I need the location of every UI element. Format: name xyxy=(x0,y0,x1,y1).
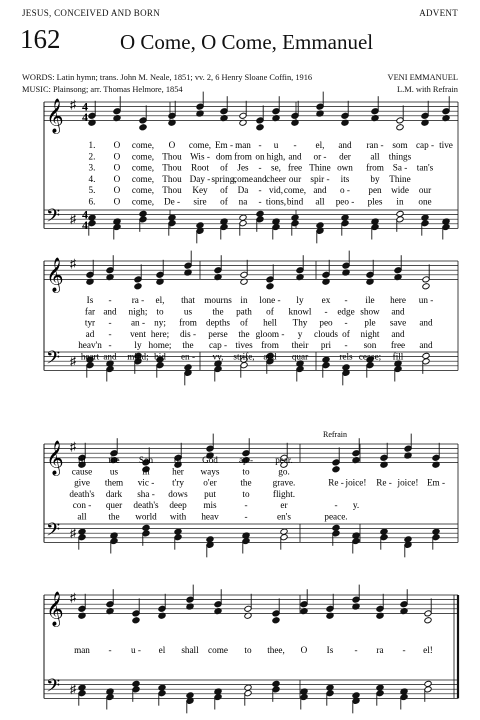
lyric-syllable: - xyxy=(108,340,112,351)
lyric-syllable: ly xyxy=(134,340,142,351)
lyric-syllable: flight. xyxy=(272,488,296,499)
lyric-syllable: by xyxy=(370,173,380,184)
lyric-syllable: joice! xyxy=(397,477,419,488)
time-signature-bottom: 4 xyxy=(82,217,88,232)
lyric-syllable: and xyxy=(338,140,352,150)
note-head xyxy=(272,617,280,624)
lyric-syllable: t'ry xyxy=(172,477,184,488)
lyric-syllable: and xyxy=(391,306,405,317)
lyric-syllable: o - xyxy=(340,185,350,196)
lyric-syllable: and xyxy=(263,351,277,362)
lyric-syllable: cause xyxy=(71,466,93,477)
lyric-syllable: come, xyxy=(131,140,155,150)
lyric-syllable: ny; xyxy=(154,317,166,328)
lyric-syllable: Thou xyxy=(162,173,182,184)
lyric-syllable: to xyxy=(244,645,252,655)
lyric-syllable: Jes xyxy=(237,162,249,173)
bass-clef-icon: 𝄢 xyxy=(46,204,61,230)
lyric-syllable: O xyxy=(113,185,121,196)
lyric-syllable: Day - xyxy=(189,173,211,184)
sharp-icon: ♯ xyxy=(70,590,76,605)
lyric-syllable: u xyxy=(273,140,279,150)
lyric-syllable: ple xyxy=(364,317,376,328)
lyric-syllable: - xyxy=(108,328,112,339)
lyric-syllable: Thou xyxy=(162,185,182,196)
lyric-syllable: Sa - xyxy=(392,162,408,173)
lyric-syllable: der xyxy=(339,151,351,162)
lyric-syllable: the xyxy=(240,477,252,488)
lyric-syllable: an - xyxy=(130,317,146,328)
lyric-syllable: - xyxy=(108,295,112,305)
lyric-syllable: Wis - xyxy=(190,151,210,162)
lyric-syllable: from xyxy=(234,151,252,162)
lyric-syllable: O xyxy=(113,140,121,150)
refrain-label: Refrain xyxy=(323,430,347,439)
lyric-syllable: se, xyxy=(271,162,281,173)
lyric-syllable: Re - xyxy=(376,477,392,488)
lyric-syllable: - xyxy=(324,306,328,317)
note-head xyxy=(266,283,274,290)
lyric-syllable: - xyxy=(258,196,262,207)
lyric-syllable: - xyxy=(108,317,112,328)
sharp-icon: ♯ xyxy=(70,526,76,541)
hymn-title: O Come, O Come, Emmanuel xyxy=(120,30,374,54)
sharp-icon: ♯ xyxy=(70,212,76,227)
lyric-syllable: Son xyxy=(138,455,154,465)
lyric-syllable: of xyxy=(174,455,182,465)
lyric-syllable: - xyxy=(402,645,406,655)
lyric-syllable: of xyxy=(342,328,350,339)
sharp-icon: ♯ xyxy=(70,682,76,697)
time-signature-top: 4 xyxy=(82,207,88,222)
treble-clef-icon: 𝄞 xyxy=(46,258,64,292)
lyric-syllable: us xyxy=(109,466,119,477)
lyric-syllable: and xyxy=(313,185,327,196)
lyric-syllable: of xyxy=(220,162,228,173)
note-head xyxy=(256,124,264,131)
lyric-syllable: som xyxy=(392,140,408,150)
lyric-syllable: 5. xyxy=(88,185,96,196)
lyric-syllable: Thou xyxy=(162,162,182,173)
lyric-syllable: er xyxy=(280,500,288,511)
tune-name: VENI EMMANUEL xyxy=(387,73,458,82)
lyric-syllable: peo xyxy=(319,317,333,328)
lyric-syllable: Thy xyxy=(292,317,308,328)
lyric-syllable: its xyxy=(340,173,350,184)
lyric-syllable: home; xyxy=(148,340,172,351)
lyric-syllable: of xyxy=(220,196,228,207)
lyric-syllable: - xyxy=(334,500,338,511)
time-signature-top: 4 xyxy=(82,99,88,114)
lyric-syllable: edge xyxy=(337,306,355,317)
lyric-syllable: come, xyxy=(131,151,155,162)
lyric-syllable: the xyxy=(108,511,120,522)
lyric-syllable: to xyxy=(242,466,250,477)
lyric-syllable: depths xyxy=(206,317,230,328)
lyric-syllable: u - xyxy=(131,645,141,655)
lyric-syllable: O xyxy=(113,196,121,207)
bass-clef-icon: 𝄢 xyxy=(46,674,61,700)
lyric-syllable: ran - xyxy=(366,140,384,150)
lyric-syllable: of xyxy=(220,185,228,196)
lyric-syllable: y xyxy=(297,328,303,339)
lyric-syllable: go. xyxy=(278,466,290,477)
lyric-syllable: or - xyxy=(313,151,327,162)
lyric-syllable: come, xyxy=(188,140,212,150)
lyric-syllable: and xyxy=(103,351,117,362)
treble-clef-icon: 𝄞 xyxy=(46,441,64,475)
lyric-syllable: heav xyxy=(201,511,219,522)
lyric-syllable: son xyxy=(363,340,377,351)
lyric-syllable: vid, xyxy=(268,185,284,196)
lyric-syllable: the xyxy=(212,306,224,317)
lyric-syllable: world xyxy=(135,511,157,522)
lyric-syllable: all xyxy=(370,151,380,162)
lyric-syllable: quer xyxy=(105,500,123,511)
note-head xyxy=(422,283,430,290)
lyric-syllable: wide xyxy=(391,185,409,196)
lyric-syllable: come, xyxy=(131,185,155,196)
lyric-syllable: - xyxy=(293,140,297,150)
lyric-syllable: dark xyxy=(105,488,123,499)
lyric-syllable: el! xyxy=(423,645,433,655)
lyric-syllable: - xyxy=(344,340,348,351)
lyric-syllable: in xyxy=(142,466,150,477)
lyric-syllable: dom xyxy=(215,151,233,162)
lyric-syllable: free xyxy=(390,340,406,351)
lyric-syllable: mis xyxy=(203,500,217,511)
bass-clef-icon: 𝄢 xyxy=(46,346,61,372)
treble-clef-icon: 𝄞 xyxy=(46,592,64,626)
lyric-syllable: tyr xyxy=(84,317,96,328)
lyric-syllable: Da xyxy=(237,185,249,196)
lyric-syllable: give xyxy=(74,477,90,488)
lyric-syllable: bid xyxy=(154,351,166,362)
lyric-syllable: De - xyxy=(163,196,181,207)
hymn-number: 162 xyxy=(20,24,61,54)
lyric-syllable: Thou xyxy=(162,151,182,162)
lyric-syllable: tan's xyxy=(416,162,434,173)
lyric-syllable: 3. xyxy=(88,162,96,173)
lyric-syllable: them xyxy=(104,477,124,488)
lyric-syllable: ra - xyxy=(131,295,145,305)
lyric-syllable: - xyxy=(354,645,358,655)
lyric-syllable: hell xyxy=(263,317,277,328)
lyric-syllable: - xyxy=(244,500,248,511)
lyric-syllable: pri xyxy=(320,340,332,351)
lyric-syllable: pen xyxy=(368,185,382,196)
lyric-syllable: ile xyxy=(365,295,375,305)
lyric-syllable: mourns xyxy=(204,295,232,305)
lyric-syllable: lone - xyxy=(259,295,281,305)
lyric-syllable: clouds xyxy=(314,328,338,339)
lyric-syllable: O xyxy=(168,140,176,150)
lyric-syllable: ra xyxy=(376,645,384,655)
lyric-syllable: shall xyxy=(181,645,199,655)
lyric-syllable: one xyxy=(418,196,432,207)
lyric-syllable: ap - xyxy=(238,455,254,465)
lyric-syllable: in xyxy=(240,295,248,305)
lyric-syllable: on xyxy=(255,151,265,162)
lyric-syllable: gloom - xyxy=(255,328,285,339)
note-head xyxy=(132,617,140,624)
lyric-syllable: O xyxy=(113,162,121,173)
lyric-syllable: sire xyxy=(193,196,207,207)
lyric-syllable: fill xyxy=(392,351,404,362)
lyric-syllable: perse xyxy=(208,328,228,339)
treble-clef-icon: 𝄞 xyxy=(46,99,64,133)
lyric-syllable: and xyxy=(288,151,302,162)
bass-clef-icon: 𝄢 xyxy=(46,518,61,544)
lyric-syllable: our xyxy=(288,173,302,184)
lyric-syllable: tive xyxy=(439,140,453,150)
lyric-syllable: to xyxy=(156,306,164,317)
lyric-syllable: el, xyxy=(315,140,325,150)
sharp-icon: ♯ xyxy=(70,256,76,271)
lyric-syllable: night xyxy=(360,328,380,339)
lyric-syllable: O xyxy=(113,173,121,184)
lyric-syllable: - xyxy=(344,295,348,305)
lyric-syllable: en - xyxy=(180,351,196,362)
note-head xyxy=(332,466,340,473)
lyric-syllable: deep xyxy=(169,500,187,511)
lyric-syllable: 1. xyxy=(88,140,96,150)
lyric-syllable: strife, xyxy=(233,351,255,362)
lyric-syllable: cap - xyxy=(415,140,435,150)
lyric-syllable: cap - xyxy=(208,340,228,351)
lyric-syllable: high, xyxy=(266,151,286,162)
lyric-syllable: ples xyxy=(367,196,383,207)
lyric-syllable: spring, xyxy=(211,173,237,184)
words-credit: WORDS: Latin hymn; trans. John M. Neale, 1851; vv. 2, 6 Henry Sloane Coffin, 1916 xyxy=(22,73,313,82)
lyric-syllable: vic - xyxy=(137,477,155,488)
lyric-syllable: save xyxy=(389,317,407,328)
lyric-syllable: the xyxy=(108,455,120,465)
lyric-syllable: to xyxy=(242,488,250,499)
lyric-syllable: bind xyxy=(286,196,304,207)
season-header: ADVENT xyxy=(419,8,458,18)
lyric-syllable: the xyxy=(238,328,250,339)
lyric-syllable: death's xyxy=(133,500,159,511)
lyric-syllable: o'er xyxy=(203,477,217,488)
lyric-syllable: show xyxy=(360,306,380,317)
lyric-syllable: un - xyxy=(418,295,434,305)
lyric-syllable: come xyxy=(233,173,253,184)
note-head xyxy=(134,283,142,290)
lyric-syllable: our xyxy=(418,185,432,196)
lyric-syllable: Key xyxy=(192,185,208,196)
lyric-syllable: and xyxy=(419,340,433,351)
lyric-syllable: til xyxy=(78,455,86,465)
lyric-syllable: y. xyxy=(352,500,360,511)
lyric-syllable: tives xyxy=(235,340,253,351)
lyric-syllable: el xyxy=(158,645,166,655)
lyric-syllable: spir - xyxy=(310,173,330,184)
lyric-syllable: peace. xyxy=(324,511,348,522)
lyric-syllable: con - xyxy=(72,500,92,511)
lyric-syllable: and xyxy=(391,328,405,339)
lyric-syllable: pear. xyxy=(275,455,293,465)
lyric-syllable: their xyxy=(291,340,309,351)
lyric-syllable: rels xyxy=(339,351,353,362)
lyric-syllable: joice! xyxy=(345,477,367,488)
lyric-syllable: and xyxy=(253,173,267,184)
sharp-icon: ♯ xyxy=(70,97,76,112)
lyric-syllable: ways xyxy=(200,466,220,477)
lyric-syllable: nigh; xyxy=(128,306,148,317)
lyric-syllable: from xyxy=(261,340,279,351)
lyric-syllable: come, xyxy=(131,196,155,207)
lyric-syllable: put xyxy=(204,488,216,499)
lyric-syllable: free xyxy=(287,162,303,173)
lyric-syllable: vent xyxy=(130,328,146,339)
lyric-syllable: death's xyxy=(69,488,95,499)
lyric-syllable: heart xyxy=(80,351,100,362)
lyric-syllable: here xyxy=(390,295,406,305)
lyric-syllable: grave. xyxy=(272,477,296,488)
lyric-syllable: quar xyxy=(291,351,309,362)
lyric-syllable: from xyxy=(179,317,197,328)
lyric-syllable: Root xyxy=(191,162,209,173)
meter: L.M. with Refrain xyxy=(397,85,458,94)
note-head xyxy=(396,124,404,131)
lyric-syllable: - xyxy=(324,351,328,362)
lyric-syllable: with xyxy=(169,511,187,522)
lyric-syllable: ad xyxy=(85,328,95,339)
lyric-syllable: ex xyxy=(321,295,331,305)
lyric-syllable: things xyxy=(388,151,412,162)
note-head xyxy=(424,617,432,624)
lyric-syllable: in xyxy=(396,196,404,207)
lyric-syllable: that xyxy=(181,295,195,305)
lyric-syllable: Is xyxy=(326,645,334,655)
lyric-syllable: O xyxy=(300,645,308,655)
lyric-syllable: - xyxy=(258,140,262,150)
lyric-syllable: all xyxy=(315,196,325,207)
lyric-syllable: the xyxy=(182,340,194,351)
lyric-syllable: heav'n xyxy=(78,340,102,351)
lyric-syllable: el, xyxy=(155,295,165,305)
lyric-syllable: from xyxy=(366,162,384,173)
lyric-syllable: cheer xyxy=(266,173,286,184)
lyric-syllable: thee, xyxy=(267,645,285,655)
lyric-syllable: path xyxy=(236,306,252,317)
music-credit: MUSIC: Plainsong; arr. Thomas Helmore, 1854 xyxy=(22,85,183,94)
lyric-syllable: - xyxy=(108,645,112,655)
lyric-syllable: us xyxy=(183,306,193,317)
lyric-syllable: cease; xyxy=(358,351,382,362)
lyric-syllable: dows xyxy=(168,488,188,499)
lyric-syllable: 2. xyxy=(88,151,96,162)
lyric-syllable: tions, xyxy=(265,196,287,207)
lyric-syllable: Is xyxy=(86,295,94,305)
lyric-syllable: of xyxy=(240,317,248,328)
lyric-syllable: - xyxy=(258,185,262,196)
lyric-syllable: en's xyxy=(277,511,291,522)
lyric-syllable: mind; xyxy=(127,351,149,362)
lyric-syllable: far xyxy=(84,306,96,317)
lyric-syllable: Em - xyxy=(214,140,234,150)
lyric-syllable: God xyxy=(202,455,218,465)
lyric-syllable: - xyxy=(344,317,348,328)
lyric-syllable: Em - xyxy=(426,477,446,488)
lyric-syllable: Re - xyxy=(328,477,344,488)
lyric-syllable: 6. xyxy=(88,196,96,207)
lyric-syllable: her xyxy=(172,466,184,477)
lyric-syllable: sha - xyxy=(137,488,155,499)
lyric-syllable: Thine xyxy=(309,162,331,173)
lyric-syllable: peo - xyxy=(335,196,355,207)
lyric-syllable: - xyxy=(258,162,262,173)
note-head xyxy=(139,124,147,131)
sharp-icon: ♯ xyxy=(70,439,76,454)
lyric-syllable: all xyxy=(77,511,87,522)
lyric-syllable: own xyxy=(337,162,353,173)
lyric-syllable: 4. xyxy=(88,173,96,184)
lyric-syllable: ly xyxy=(296,295,304,305)
time-signature-bottom: 4 xyxy=(82,109,88,124)
lyric-syllable: come, xyxy=(283,185,307,196)
lyric-syllable: come xyxy=(208,645,228,655)
lyric-syllable: here; xyxy=(150,328,170,339)
lyric-syllable: O xyxy=(113,151,121,162)
lyric-syllable: man xyxy=(235,140,251,150)
lyric-syllable: of xyxy=(266,306,274,317)
lyric-syllable: and xyxy=(103,306,117,317)
section-header: JESUS, CONCEIVED AND BORN xyxy=(22,8,161,18)
lyric-syllable: come, xyxy=(131,173,155,184)
lyric-syllable: knowl xyxy=(288,306,312,317)
lyric-syllable: dis - xyxy=(179,328,197,339)
lyric-syllable: na xyxy=(238,196,248,207)
lyric-syllable: Thine xyxy=(389,173,411,184)
lyric-syllable: - xyxy=(244,511,248,522)
lyric-syllable: and xyxy=(419,317,433,328)
lyric-syllable: vy, xyxy=(212,351,224,362)
lyric-syllable: man xyxy=(74,645,90,655)
lyric-syllable: come, xyxy=(131,162,155,173)
sharp-icon: ♯ xyxy=(70,354,76,369)
